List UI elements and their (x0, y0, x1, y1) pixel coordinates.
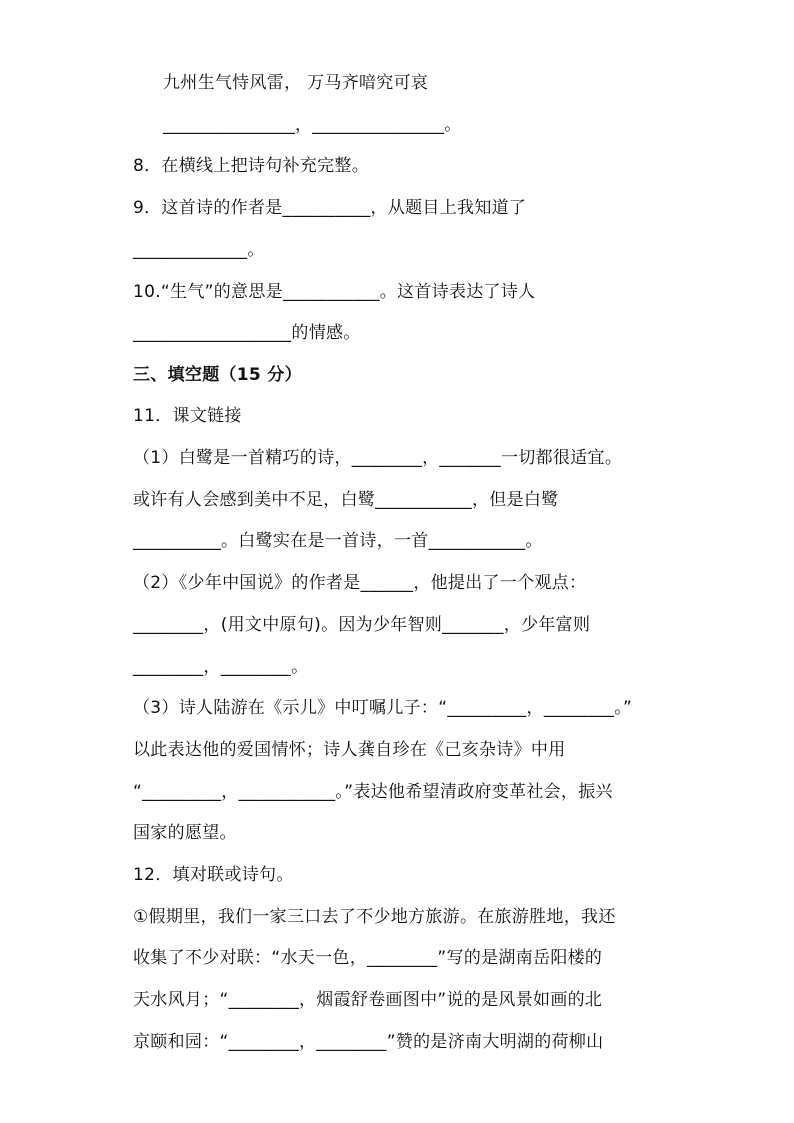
question-11: 11．课文链接 (133, 406, 242, 426)
poem-blank-line: _______________，_______________。 (163, 115, 462, 135)
question-12-part-1-line-2: 收集了不少对联：“水天一色，________”写的是湖南岳阳楼的 (133, 948, 603, 968)
question-8: 8．在横线上把诗句补充完整。 (133, 156, 370, 176)
question-12-part-1-line-3: 天水风月；“________，烟霞舒卷画图中”说的是风景如画的北 (133, 990, 603, 1010)
question-12-part-1-line-4: 京颐和园：“________，________”赞的是济南大明湖的荷柳山 (133, 1032, 604, 1052)
question-11-part-3-line-4: 国家的愿望。 (133, 823, 237, 843)
question-11-part-1: （1）白鹭是一首精巧的诗，________，_______一切都很适宜。 (133, 448, 623, 468)
question-11-part-1-line-3: __________。白鹭实在是一首诗，一首___________。 (133, 531, 543, 551)
question-11-part-1-line-2: 或许有人会感到美中不足，白鹭___________，但是白鹭 (133, 490, 559, 510)
question-12: 12．填对联或诗句。 (133, 865, 294, 885)
question-9-continued: _____________。 (133, 240, 265, 260)
question-9: 9．这首诗的作者是__________，从题目上我知道了 (133, 198, 527, 218)
question-10-continued: __________________的情感。 (133, 323, 361, 343)
question-11-part-2-line-3: ________，________。 (133, 657, 309, 677)
question-10: 10.“生气”的意思是___________。这首诗表达了诗人 (133, 282, 536, 302)
question-11-part-3-line-3: “_________，___________。”表达他希望清政府变革社会，振兴 (133, 782, 613, 802)
poem-line: 九州生气恃风雷， 万马齐喑究可哀 (163, 73, 429, 93)
question-11-part-2-line-2: ________，(用文中原句)。因为少年智则_______，少年富则 (133, 615, 591, 635)
question-11-part-2: （2）《少年中国说》的作者是______，他提出了一个观点： (133, 573, 587, 593)
section-heading: 三、填空题（15 分） (133, 365, 302, 385)
question-11-part-3: （3）诗人陆游在《示儿》中叮嘱儿子：“_________，________。” (133, 698, 633, 718)
question-12-part-1: ①假期里，我们一家三口去了不少地方旅游。在旅游胜地，我还 (133, 907, 616, 927)
question-11-part-3-line-2: 以此表达他的爱国情怀；诗人龚自珍在《己亥杂诗》中用 (133, 740, 566, 760)
